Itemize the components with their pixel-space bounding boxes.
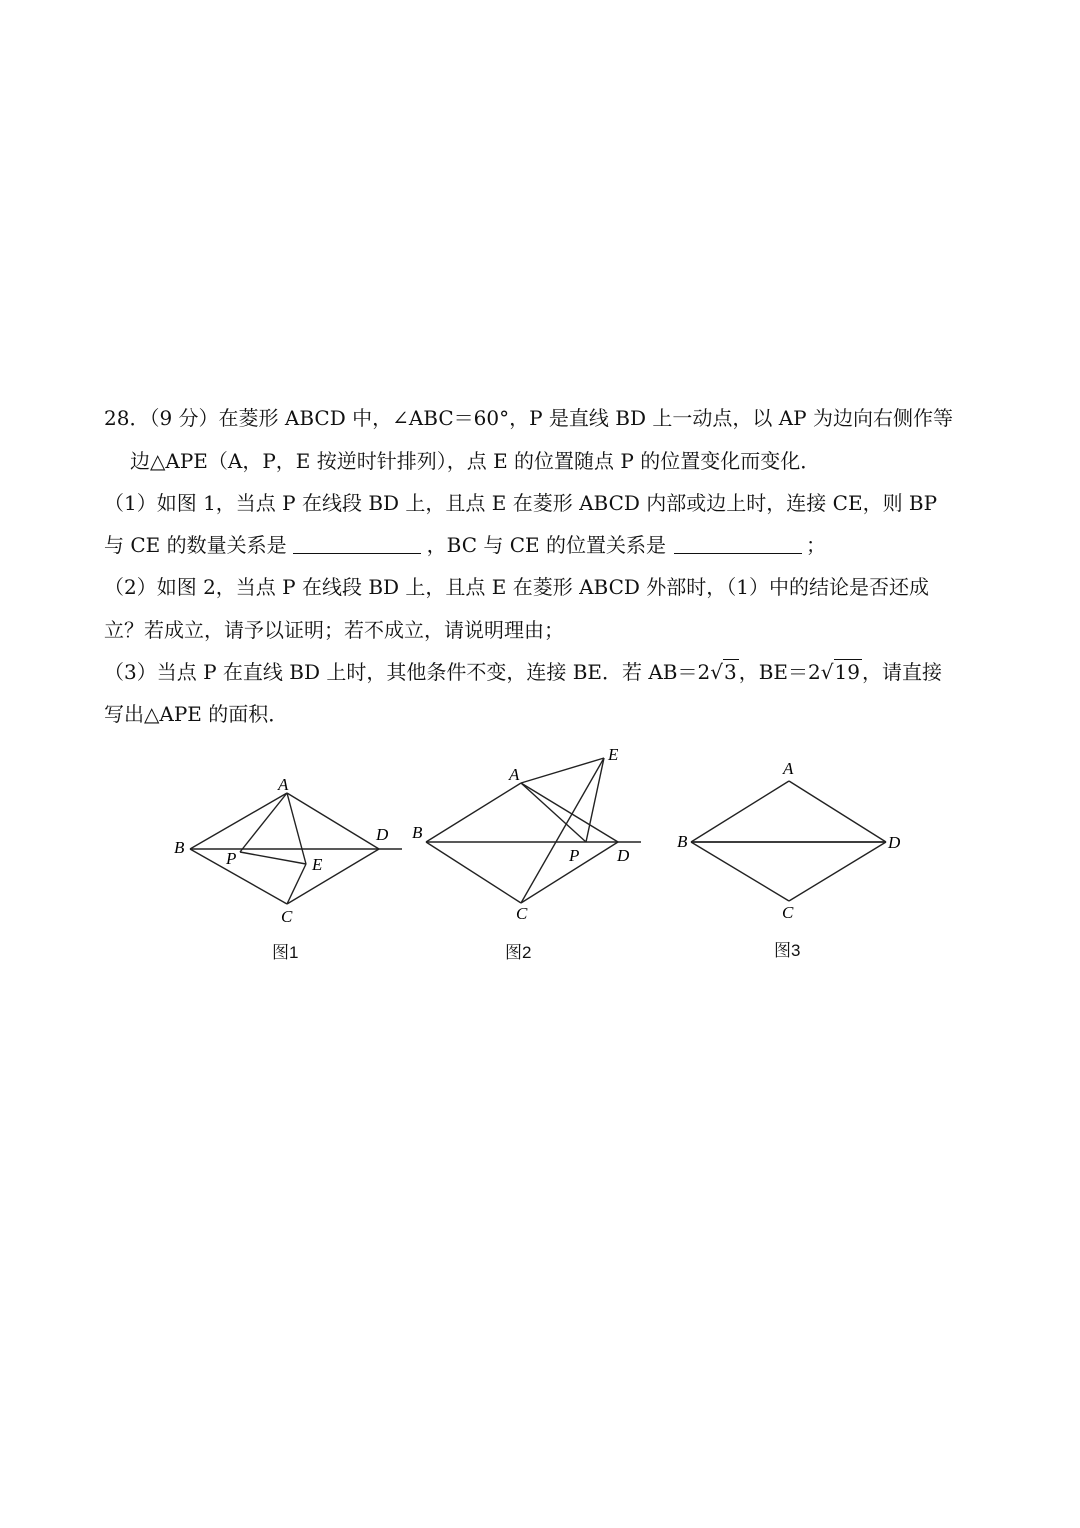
sqrt-3	[710, 658, 738, 686]
answer-blank-1[interactable]	[293, 531, 421, 554]
fig1-label-e: E	[312, 855, 323, 874]
problem-line-6: 立？若成立，请予以证明；若不成立，请说明理由；	[104, 618, 564, 642]
fig3-edge-bc	[691, 842, 789, 901]
line7-text-c: ，请直接	[861, 660, 942, 684]
fig2-label-e: E	[608, 745, 619, 764]
figure-2-diagram	[405, 740, 655, 970]
fig3-label-d: D	[888, 833, 901, 852]
line4-text-b: ，BC 与 CE 的位置关系是	[426, 533, 666, 557]
line7-text-b: ，BE＝2	[738, 660, 821, 684]
fig2-seg-pe	[586, 758, 604, 842]
figure-1	[160, 740, 410, 970]
figure-3-caption: 图3	[774, 941, 801, 960]
fig1-edge-ad	[287, 793, 379, 849]
problem-line-4	[104, 531, 826, 559]
fig1-label-p: P	[226, 849, 237, 868]
line4-text-c: ；	[805, 533, 826, 557]
sqrt-arg-3: 3	[723, 660, 737, 684]
fig2-label-c: C	[516, 904, 528, 923]
sqrt-arg-19: 19	[834, 660, 860, 684]
fig1-label-b: B	[174, 838, 185, 857]
fig1-edge-ab	[190, 793, 287, 849]
problem-line-1: 28．（9 分）在菱形 ABCD 中，∠ABC＝60°，P 是直线 BD 上一动点，以 AP 为边向右侧作等	[104, 406, 953, 430]
sqrt-symbol: √	[710, 660, 723, 684]
fig1-label-d: D	[376, 825, 389, 844]
answer-blank-2[interactable]	[674, 531, 802, 554]
fig2-edge-bc	[426, 842, 521, 903]
line7-text-a: （3）当点 P 在直线 BD 上时，其他条件不变，连接 BE．若 AB＝2	[104, 660, 711, 684]
fig3-label-a: A	[783, 759, 794, 778]
figure-3	[670, 740, 920, 970]
problem-line-2: 边△APE（A，P，E 按逆时针排列），点 E 的位置随点 P 的位置变化而变化．	[130, 449, 821, 473]
fig1-label-c: C	[281, 907, 293, 926]
problem-line-5: （2）如图 2，当点 P 在线段 BD 上，且点 E 在菱形 ABCD 外部时，（1）中的结论是否还成	[104, 575, 930, 599]
fig3-edge-cd	[789, 842, 886, 901]
fig2-edge-ad	[521, 783, 618, 842]
figure-1-caption: 图1	[272, 943, 299, 962]
fig1-seg-ap	[240, 793, 287, 852]
sqrt-symbol: √	[820, 660, 834, 684]
fig2-label-a: A	[509, 765, 520, 784]
fig1-seg-pe	[240, 852, 306, 864]
fig2-label-p: P	[569, 846, 580, 865]
problem-line-3: （1）如图 1，当点 P 在线段 BD 上，且点 E 在菱形 ABCD 内部或边上时，连接 CE，则 BP	[104, 491, 938, 515]
fig2-label-d: D	[617, 846, 630, 865]
fig3-edge-ad	[789, 781, 886, 842]
fig2-edge-ab	[426, 783, 521, 842]
fig2-seg-ap	[521, 783, 586, 842]
sqrt-19	[821, 658, 862, 686]
figure-2	[405, 740, 655, 970]
figure-1-diagram	[160, 740, 410, 970]
fig3-label-c: C	[782, 903, 794, 922]
problem-line-7	[104, 658, 942, 686]
figure-2-caption: 图2	[505, 943, 532, 962]
problem-line-8: 写出△APE 的面积．	[104, 702, 289, 726]
line4-text-a: 与 CE 的数量关系是	[104, 533, 287, 557]
fig1-label-a: A	[278, 775, 289, 794]
fig1-seg-ae	[287, 793, 306, 864]
fig3-label-b: B	[677, 832, 688, 851]
fig3-edge-ab	[691, 781, 789, 842]
fig2-label-b: B	[412, 823, 423, 842]
